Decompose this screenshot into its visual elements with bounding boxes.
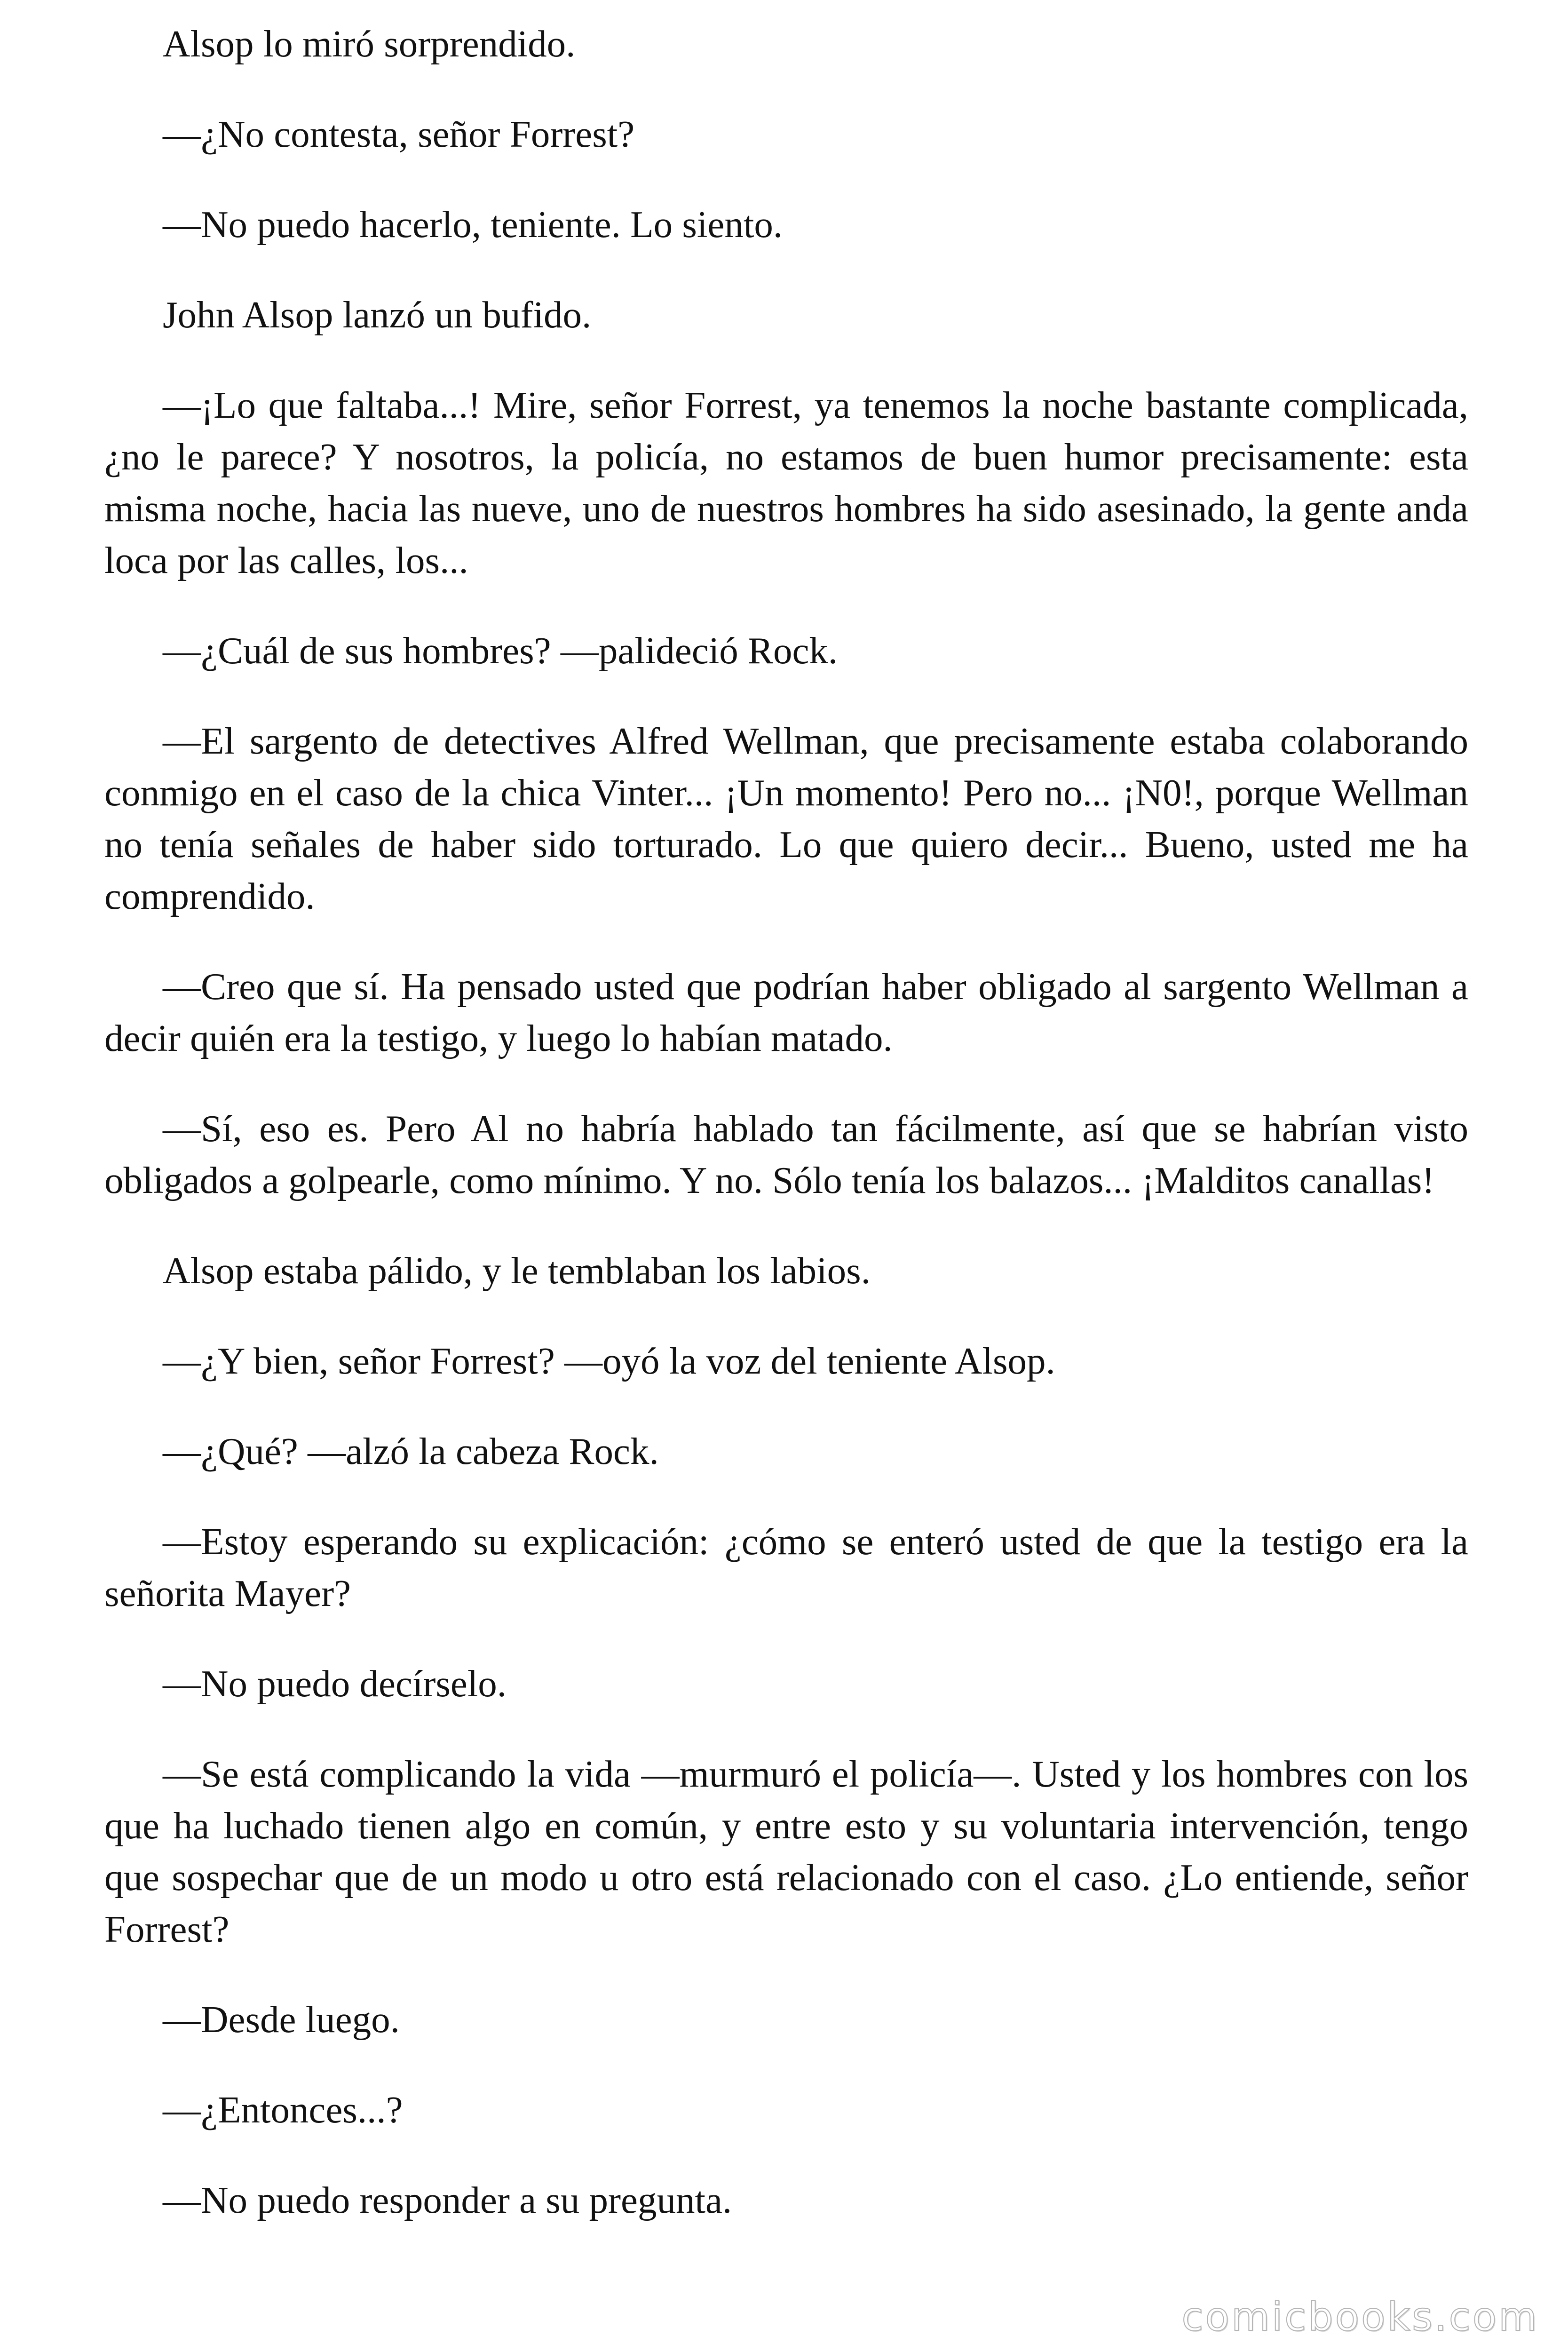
paragraph: Alsop lo miró sorprendido. (163, 23, 576, 65)
paragraph: —No puedo responder a su pregunta. (163, 2179, 732, 2221)
paragraph: —¿Cuál de sus hombres? —palideció Rock. (163, 629, 838, 672)
paragraph: —¿Entonces...? (163, 2089, 403, 2131)
paragraph: —¿Y bien, señor Forrest? —oyó la voz del teniente Alsop. (163, 1340, 1055, 1382)
paragraph: John Alsop lanzó un bufido. (163, 294, 592, 336)
watermark: comicbooks.com (1181, 2294, 1539, 2340)
paragraph: —¡Lo que faltaba...! Mire, señor Forrest, ya tenemos la noche bastante complicada, ¿no le parece? Y nosotros, la policía, no estamos de buen humor precisamente: esta misma noche, hacia las nueve, uno de nuestros hombres ha sido asesinado, la gente anda loca por las calles, los... (104, 384, 1468, 581)
paragraph: —El sargento de detectives Alfred Wellman, que precisamente estaba colaborando conmigo en el caso de la chica Vinter... ¡Un momento! Pero no... ¡N0!, porque Wellman no tenía señales de haber sido torturado. Lo que quiero decir... Bueno, usted me ha comprendido. (104, 720, 1468, 917)
paragraph: Alsop estaba pálido, y le temblaban los labios. (163, 1249, 871, 1292)
paragraph: —Se está complicando la vida —murmuró el policía—. Usted y los hombres con los que ha luchado tienen algo en común, y entre esto y su voluntaria intervención, tengo que sospechar que de un modo u otro está relacionado con el caso. ¿Lo entiende, señor Forrest? (104, 1753, 1468, 1950)
body-text (104, 18, 1468, 2265)
paragraph: —Desde luego. (163, 1998, 400, 2041)
paragraph: —Creo que sí. Ha pensado usted que podrían haber obligado al sargento Wellman a decir quién era la testigo, y luego lo habían matado. (104, 965, 1468, 1059)
paragraph: —No puedo hacerlo, teniente. Lo siento. (163, 203, 783, 246)
paragraph: —¿No contesta, señor Forrest? (163, 113, 635, 155)
paragraph: —Sí, eso es. Pero Al no habría hablado tan fácilmente, así que se habrían visto obligados a golpearle, como mínimo. Y no. Sólo tenía los balazos... ¡Malditos canallas! (104, 1107, 1468, 1201)
paragraph: —¿Qué? —alzó la cabeza Rock. (163, 1430, 659, 1472)
paragraph: —No puedo decírselo. (163, 1662, 507, 1705)
paragraph: —Estoy esperando su explicación: ¿cómo se enteró usted de que la testigo era la señorita Mayer? (104, 1520, 1468, 1614)
